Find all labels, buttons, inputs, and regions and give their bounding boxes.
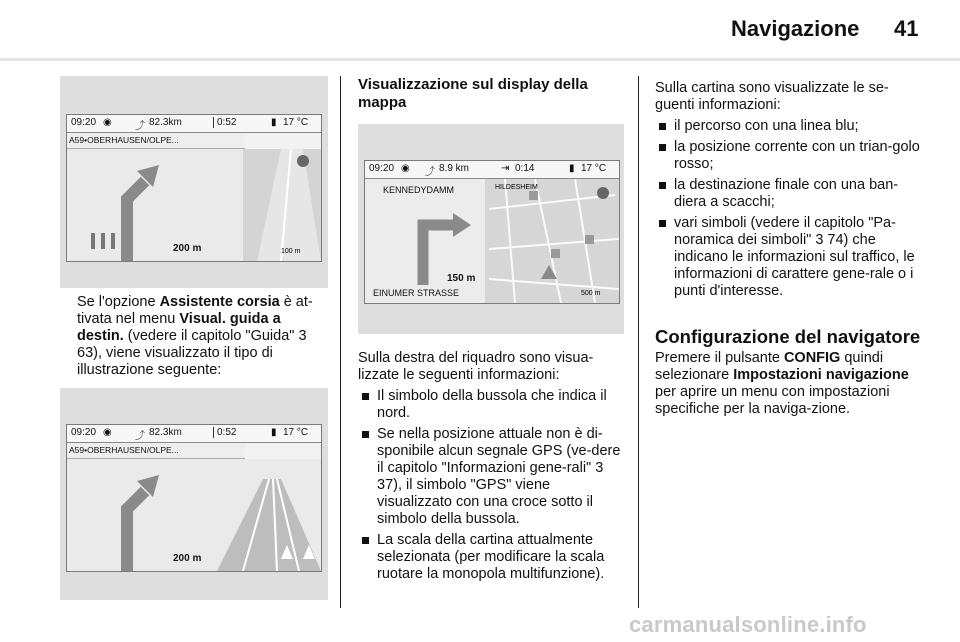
compass-icon: ◉ [103, 427, 112, 438]
place-label: HILDESHEIM [495, 184, 538, 191]
arrival-icon: ⇥ [501, 163, 510, 174]
lane-assist-paragraph: Se l'opzione Assistente corsia è at-tivata nel menu Visual. guida a destin. (vedere il capitolo "Guida" 3 63), viene visualizzato il tipo di illustrazione seguente: [77, 294, 313, 378]
list-item: il percorso con una linea blu; [655, 118, 925, 135]
column-divider-2 [638, 76, 639, 608]
turn-distance: 150 m [447, 273, 476, 284]
turn-distance: 200 m [173, 243, 202, 254]
header-rule [0, 58, 960, 61]
nav-screen-2 [66, 424, 322, 572]
figure-panel-3 [358, 124, 624, 334]
status-bar: 09:20 ◉ ⤴ 82.3km 0:52 ▮ 17 °C [67, 115, 321, 133]
list-item: la destinazione finale con una ban-diera a scacchi; [655, 177, 925, 211]
list-item: Se nella posizione attuale non è di-sponibile alcun segnale GPS (ve-dere il capitolo "Informazioni gene-rali" 3 37), il simbolo "GPS" viene visualizzato con una croce sotto il simbolo della bussola. [358, 426, 626, 528]
road-name: A59•OBERHAUSEN/OLPE... [67, 443, 245, 459]
column-divider-1 [340, 76, 341, 608]
map-info-list: Sulla destra del riquadro sono visua-lizzate le seguenti informazioni: Il simbolo della bussola che indica il nord. Se nella posizione attuale non è di-sponibile alcun segnale GPS (ve-dere il capitolo "Informazioni gene-rali" 3 37), il simbolo "GPS" viene visualizzato con una croce sotto il simbolo della bussola. La scala della cartina attualmente selezionata (per modificare la scala ruotare la monopola multifunzione). [358, 350, 626, 583]
status-bar: 09:20 ◉ ⤴ 8.9 km ⇥ 0:14 ▮ 17 °C [365, 161, 619, 179]
section-title: Navigazione [731, 16, 860, 41]
figure-panel-2 [60, 388, 328, 600]
config-paragraph: Premere il pulsante CONFIG quindi selezionare Impostazioni navigazione per aprire un menu con impostazioni specifiche per la naviga-zione. [655, 350, 909, 417]
route-icon: ⤴ [135, 431, 145, 442]
compass-icon: ◉ [401, 163, 410, 174]
config-heading: Configurazione del navigatore [655, 326, 921, 347]
next-street-name: EINUMER STRASSE [373, 288, 460, 298]
map-elements-list: Sulla cartina sono visualizzate le se-guenti informazioni: il percorso con una linea blu; la posizione corrente con un trian-golo rosso; la destinazione finale con una ban-diera a scacchi; vari simboli (vedere il capitolo "Pa-noramica dei simboli" 3 74) che indicano le informazioni sul traffico, le informazioni di carattere gene-rale o i punti d'interesse. [655, 80, 925, 300]
list-item: la posizione corrente con un trian-golo rosso; [655, 139, 925, 173]
road-name: A59•OBERHAUSEN/OLPE... [67, 133, 245, 149]
watermark: carmanualsonline.info [629, 612, 867, 637]
thermometer-icon: ▮ [271, 427, 277, 438]
figure-panel-1 [60, 76, 328, 288]
svg-text:100 m: 100 m [281, 248, 301, 255]
street-name: KENNEDYDAMM [383, 185, 455, 195]
page-header [0, 0, 960, 64]
nav-screen-map [364, 160, 620, 304]
route-icon: ⤴ [425, 167, 435, 178]
page-number: 41 [894, 16, 919, 41]
compass-icon: ◉ [103, 117, 112, 128]
thermometer-icon: ▮ [569, 163, 575, 174]
map-graphic [365, 179, 619, 303]
scale-label: 500 m [581, 290, 601, 297]
map-display-heading: Visualizzazione sul display della mappa [358, 76, 588, 111]
route-icon: ⤴ [135, 121, 145, 132]
status-bar: 09:20 ◉ ⤴ 82.3km 0:52 ▮ 17 °C [67, 425, 321, 443]
list-item: vari simboli (vedere il capitolo "Pa-noramica dei simboli" 3 74) che indicano le informazioni sul traffico, le informazioni di carattere gene-rale o i punti d'interesse. [655, 215, 925, 300]
nav-screen-1 [66, 114, 322, 262]
list-item: La scala della cartina attualmente selezionata (per modificare la scala ruotare la monopola multifunzione). [358, 532, 626, 583]
turn-distance: 200 m [173, 553, 202, 564]
list-item: Il simbolo della bussola che indica il nord. [358, 388, 626, 422]
thermometer-icon: ▮ [271, 117, 277, 128]
